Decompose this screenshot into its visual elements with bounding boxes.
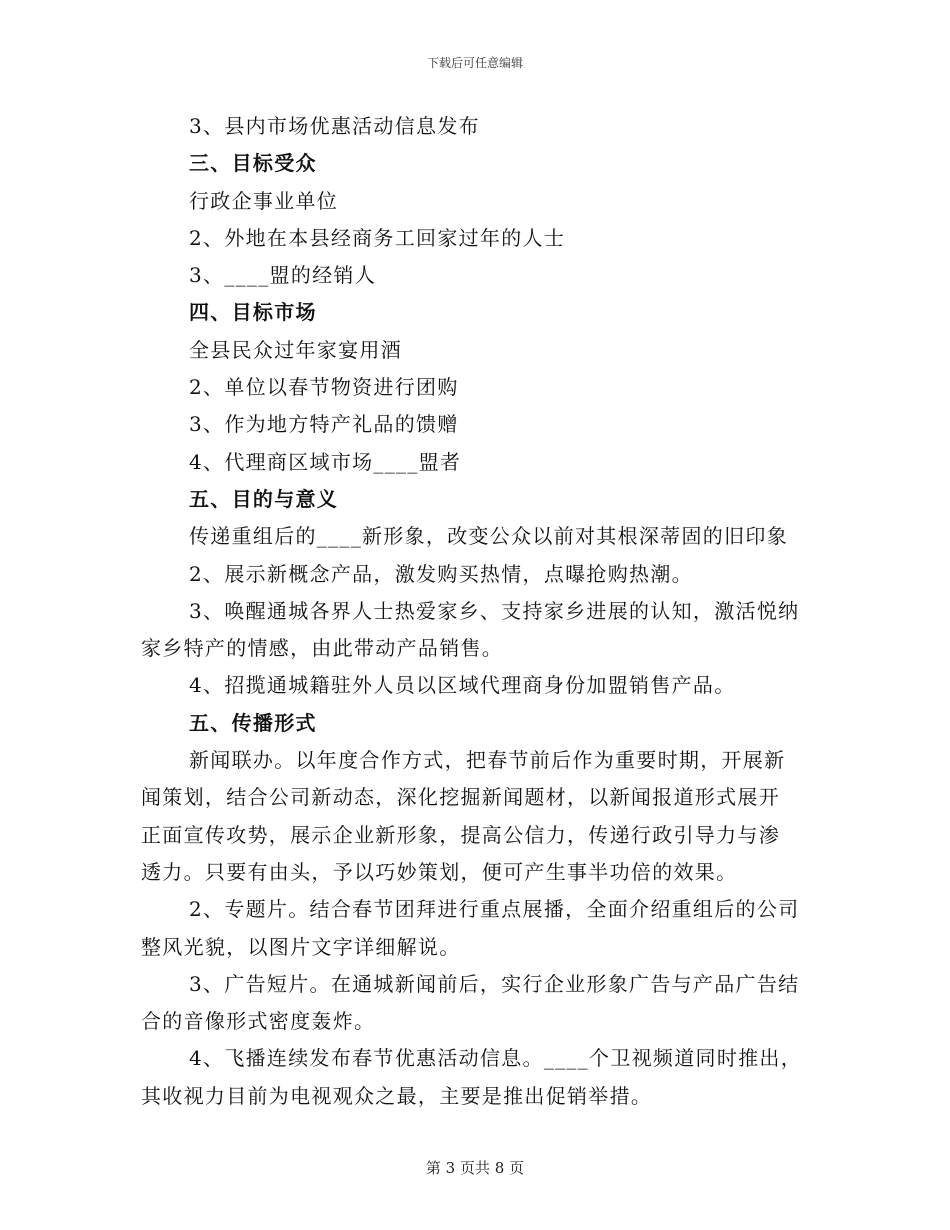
- paragraph-line: 3、广告短片。在通城新闻前后，实行企业形象广告与产品广告结: [189, 971, 800, 996]
- list-item: 4、招揽通城籍驻外人员以区域代理商身份加盟销售产品。: [189, 673, 736, 698]
- list-item: 3、作为地方特产礼品的馈赠: [189, 412, 459, 437]
- section-heading: 五、目的与意义: [189, 486, 339, 511]
- paragraph-line: 2、专题片。结合春节团拜进行重点展播，全面介绍重组后的公司: [189, 897, 800, 922]
- list-item: 3、____盟的经销人: [189, 263, 377, 288]
- section-heading: 三、目标受众: [189, 151, 317, 176]
- paragraph-line: 3、唤醒通城各界人士热爱家乡、支持家乡进展的认知，激活悦纳: [189, 598, 800, 623]
- paragraph-line: 其收视力目前为电视观众之最，主要是推出促销举措。: [141, 1083, 653, 1108]
- list-item: 3、县内市场优惠活动信息发布: [189, 114, 480, 138]
- paragraph-line: 正面宣传攻势，展示企业新形象，提高公信力，传递行政引导力与渗: [141, 822, 780, 847]
- paragraph-line: 4、飞播连续发布春节优惠活动信息。____个卫视频道同时推出，: [189, 1046, 803, 1071]
- page-header: 下载后可任意编辑: [426, 56, 523, 70]
- paragraph-line: 闻策划，结合公司新动态，深化挖掘新闻题材，以新闻报道形式展开: [141, 785, 780, 810]
- list-item: 4、代理商区域市场____盟者: [189, 449, 462, 474]
- page-footer: 第 3 页共 8 页: [425, 1159, 525, 1177]
- paragraph-line: 整风光貌，以图片文字详细解说。: [141, 934, 461, 959]
- paragraph-line: 新闻联办。以年度合作方式，把春节前后作为重要时期，开展新: [189, 748, 786, 773]
- paragraph-line: 透力。只要有由头，予以巧妙策划，便可产生事半功倍的效果。: [141, 859, 738, 884]
- list-item: 2、展示新概念产品，激发购买热情，点曝抢购热潮。: [189, 561, 693, 586]
- list-item: 行政企事业单位: [189, 188, 339, 213]
- section-heading: 五、传播形式: [189, 710, 317, 735]
- paragraph-line: 家乡特产的情感，由此带动产品销售。: [141, 636, 504, 661]
- list-item: 传递重组后的____新形象，改变公众以前对其根深蒂固的旧印象: [189, 524, 788, 549]
- list-item: 2、外地在本县经商务工回家过年的人士: [189, 225, 566, 250]
- document-body: [141, 108, 806, 1115]
- list-item: 全县民众过年家宴用酒: [189, 337, 402, 362]
- paragraph-line: 合的音像形式密度轰炸。: [141, 1009, 376, 1034]
- section-heading: 四、目标市场: [189, 300, 317, 325]
- list-item: 2、单位以春节物资进行团购: [189, 375, 459, 400]
